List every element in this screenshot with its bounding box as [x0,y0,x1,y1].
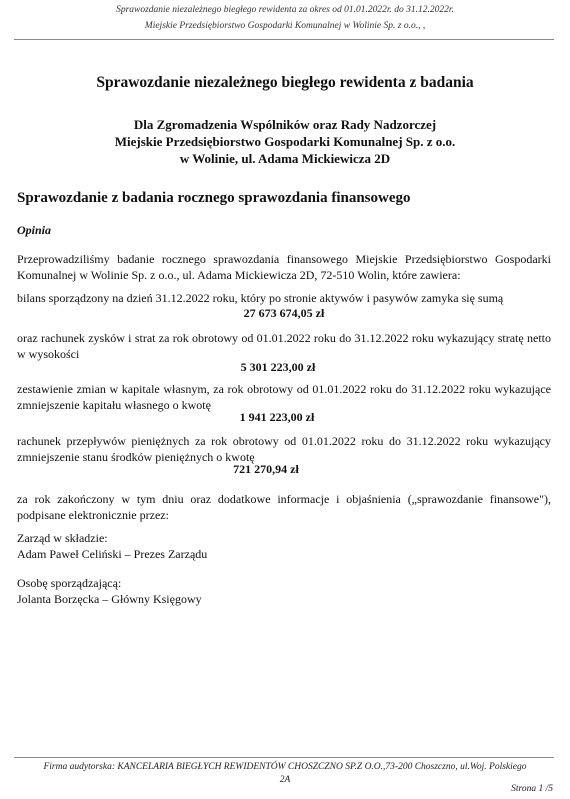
subsection-title: Opinia [17,223,52,237]
income-statement-amount: 5 301 223,00 zł [240,360,316,374]
cash-flow-amount: 721 270,94 zł [233,462,299,476]
board-member: Adam Paweł Celiński – Prezes Zarządu [17,547,208,561]
footer-audit-firm: Firma audytorska: KANCELARIA BIEGŁYCH REWIDENTÓW CHOSZCZNO SP.Z O.O.,73-200 Choszczno, ul.Woj. Polskiego [43,762,527,772]
footer-address-cont: 2A [279,775,291,785]
addressee-line-3: w Wolinie, ul. Adama Mickiewicza 2D [179,151,391,166]
addressee-block [0,116,570,167]
equity-changes-amount: 1 941 223,00 zł [239,410,315,424]
balance-sheet-text: bilans sporządzony na dzień 31.12.2022 roku, który po stronie aktywów i pasywów zamyka się sumą [17,291,504,305]
addressee-line-1: Dla Zgromadzenia Wspólników oraz Rady Nadzorczej [133,117,437,132]
preparer-label: Osobę sporządzającą: [17,576,122,590]
balance-sheet-amount: 27 673 674,05 zł [243,306,325,320]
addressee-line-2: Miejskie Przedsiębiorstwo Gospodarki Komunalnej Sp. z o.o. [114,134,456,149]
equity-changes-text: zestawienie zmian w kapitale własnym, za rok obrotowy od 01.01.2022 roku do 31.12.2022 roku wykazujące zmniejszenie kapitału własnego o kwotę [17,382,551,412]
document-title: Sprawozdanie niezależnego biegłego rewidenta z badania [96,74,474,91]
board-label: Zarząd w składzie: [17,531,108,545]
footer [10,761,560,787]
header-divider [14,39,554,40]
income-statement-text: oraz rachunek zysków i strat za rok obrotowy od 01.01.2022 roku do 31.12.2022 roku wykazujący stratę netto w wysokości [17,331,551,361]
intro-paragraph: Przeprowadziliśmy badanie rocznego sprawozdania finansowego Miejskie Przedsiębiorstwo Gospodarki Komunalnej w Wolinie Sp. z o.o., ul. Adama Mickiewicza 2D, 72-510 Wolin, które zawiera: [17,252,551,282]
board-block [17,530,551,562]
page-number: Strona 1 /5 [511,784,553,794]
preparer-block [17,575,551,607]
footer-divider [14,757,554,758]
running-header-period: Sprawozdanie niezależnego biegłego rewidenta za okres od 01.01.2022r. do 31.12.2022r. [116,5,454,15]
running-header-company: Miejskie Przedsiębiorstwo Gospodarki Komunalnej w Wolinie Sp. z o.o., , [144,21,426,31]
preparer-name: Jolanta Borzęcka – Główny Księgowy [17,592,202,606]
cash-flow-text: rachunek przepływów pieniężnych za rok obrotowy od 01.01.2022 roku do 31.12.2022 roku wykazujący zmniejszenie stanu środków pieniężnych o kwotę [17,434,551,464]
closing-paragraph: za rok zakończony w tym dniu oraz dodatkowe informacje i objaśnienia („sprawozdanie finansowe"), podpisane elektronicznie przez: [17,492,551,522]
section-title: Sprawozdanie z badania rocznego sprawozdania finansowego [17,190,411,206]
